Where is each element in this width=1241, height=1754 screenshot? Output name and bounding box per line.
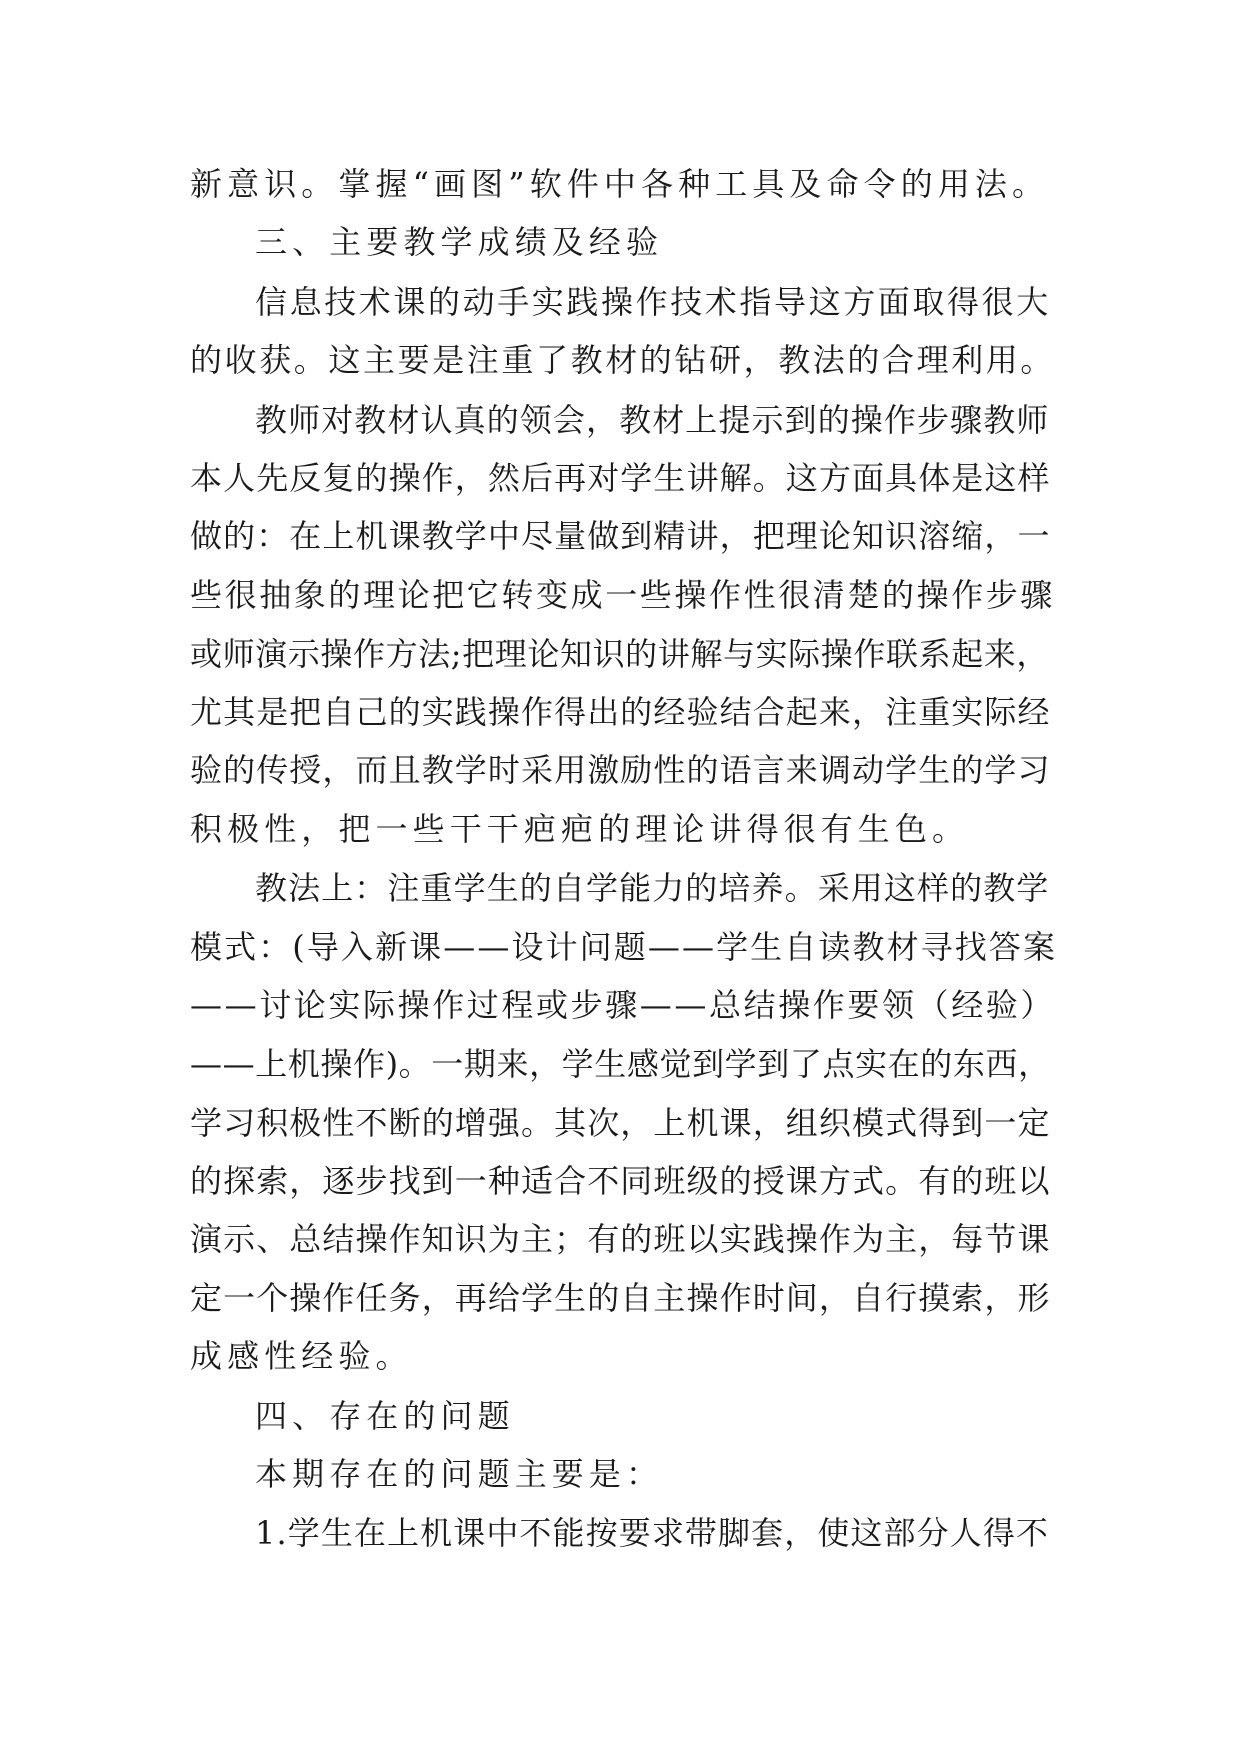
paragraph-line: 本期存在的问题主要是： <box>255 1455 664 1493</box>
list-item: 1.学生在上机课中不能按要求带脚套，使这部分人得不 <box>255 1514 1050 1552</box>
paragraph-line: 教法上：注重学生的自学能力的培养。采用这样的教学 <box>255 869 1050 907</box>
section-heading: 四、存在的问题 <box>255 1397 515 1435</box>
paragraph-line: 教师对教材认真的领会，教材上提示到的操作步骤教师 <box>255 401 1050 439</box>
section-heading: 三、主要教学成绩及经验 <box>255 223 664 261</box>
paragraph-line: 本人先反复的操作，然后再对学生讲解。这方面具体是这样 <box>190 459 1051 497</box>
paragraph-line: 新意识。掌握“画图”软件中各种工具及命令的用法。 <box>190 165 1050 203</box>
paragraph-line: 定一个操作任务，再给学生的自主操作时间，自行摸索，形 <box>190 1279 1051 1317</box>
paragraph-line: 学习积极性不断的增强。其次，上机课，组织模式得到一定 <box>190 1104 1051 1142</box>
paragraph-line: 积极性，把一些干干疤疤的理论讲得很有生色。 <box>190 810 970 848</box>
paragraph-line: 尤其是把自己的实践操作得出的经验结合起来，注重实际经 <box>190 693 1051 731</box>
paragraph-line: 的探索，逐步找到一种适合不同班级的授课方式。有的班以 <box>190 1162 1051 1200</box>
paragraph-line: 验的传授，而且教学时采用激励性的语言来调动学生的学习 <box>190 751 1051 789</box>
paragraph-line: ——讨论实际操作过程或步骤——总结操作要领（经验） <box>190 986 1056 1024</box>
paragraph-line: 模式：(导入新课——设计问题——学生自读教材寻找答案 <box>190 928 1058 966</box>
paragraph-line: 信息技术课的动手实践操作技术指导这方面取得很大 <box>255 283 1051 321</box>
paragraph-line: 做的：在上机课教学中尽量做到精讲，把理论知识溶缩，一 <box>190 517 1051 555</box>
paragraph-line: ——上机操作)。一期来，学生感觉到学到了点实在的东西， <box>190 1045 1051 1083</box>
paragraph-line: 或师演示操作方法;把理论知识的讲解与实际操作联系起来， <box>190 635 1049 673</box>
paragraph-line: 的收获。这主要是注重了教材的钻研，教法的合理利用。 <box>190 341 1056 379</box>
paragraph-line: 演示、总结操作知识为主；有的班以实践操作为主，每节课 <box>190 1220 1051 1258</box>
paragraph-line: 成感性经验。 <box>190 1337 413 1375</box>
paragraph-line: 些很抽象的理论把它转变成一些操作性很清楚的操作步骤 <box>190 576 1056 614</box>
